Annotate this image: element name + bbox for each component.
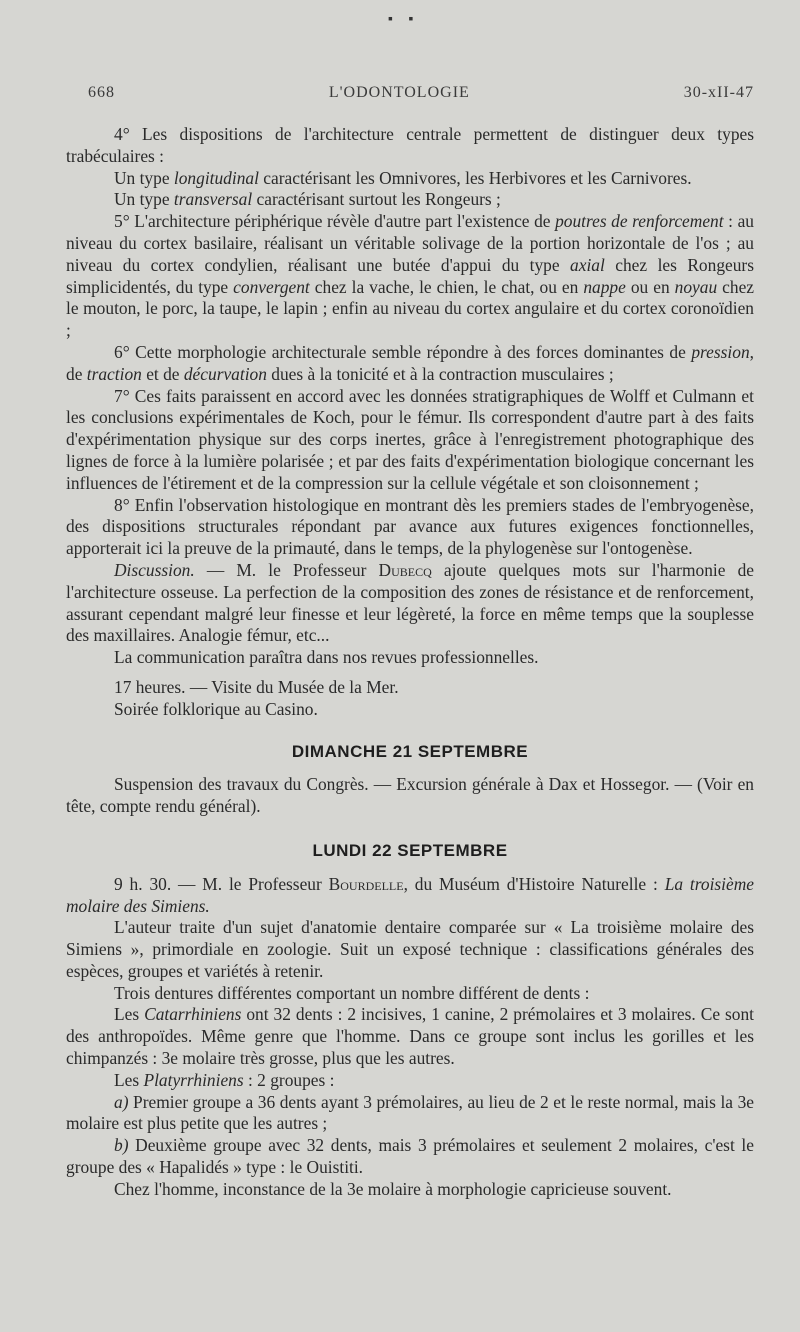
article-body — [66, 124, 754, 1201]
list-item: b) Deuxième groupe avec 32 dents, mais 3 prémolaires et seulement 2 molaires, c'est le groupe des « Hapalidés » type : le Ouistiti. — [66, 1135, 754, 1178]
paragraph: Les Platyrrhiniens : 2 groupes : — [114, 1069, 335, 1090]
list-item: a) Premier groupe a 36 dents ayant 3 prémolaires, au lieu de 2 et le reste normal, mais la 3e molaire est plus petite que les autres ; — [66, 1091, 754, 1134]
paragraph: 17 heures. — Visite du Musée de la Mer. — [114, 676, 399, 697]
paragraph: Les Catarrhiniens ont 32 dents : 2 incisives, 1 canine, 2 prémolaires et 3 molaires. Ce sont des anthropoïdes. Même genre que l'homme. Dans ce groupe sont inclus les gorilles et les chimpanzés : 3e molaire très grosse, plus que les autres. — [66, 1004, 754, 1069]
discussion-paragraph: Discussion. — M. le Professeur Dubecq ajoute quelques mots sur l'harmonie de l'architecture osseuse. La perfection de la composition des zones de résistance et de renforcement, assurant cependant malgré leur finesse et leur légèreté, la force en même temps que la souplesse des maxillaires. Analogie fémur, etc... — [66, 559, 754, 646]
section-heading: LUNDI 22 SEPTEMBRE — [312, 840, 508, 860]
paragraph: Soirée folklorique au Casino. — [114, 698, 318, 719]
paragraph: Un type longitudinal caractérisant les Omnivores, les Herbivores et les Carnivores. — [114, 167, 692, 188]
paragraph: 8° Enfin l'observation histologique en montrant dès les premiers stades de l'embryogenèse, des dispositions structurales répondant par avance aux futures exigences fonctionnelles, apporterait ici la preuve de la primauté, dans le temps, de la phylogenèse sur l'ontogenèse. — [66, 494, 754, 559]
paragraph: 6° Cette morphologie architecturale semble répondre à des forces dominantes de pression, de traction et de décurvation dues à la tonicité et à la contraction musculaires ; — [66, 341, 754, 384]
journal-title: L'ODONTOLOGIE — [328, 84, 470, 101]
paragraph: La communication paraîtra dans nos revues professionnelles. — [114, 647, 539, 668]
running-header — [88, 84, 754, 102]
paragraph: Suspension des travaux du Congrès. — Excursion générale à Dax et Hossegor. — (Voir en tête, compte rendu général). — [66, 774, 754, 817]
paragraph: 9 h. 30. — M. le Professeur Bourdelle, du Muséum d'Histoire Naturelle : La troisième molaire des Simiens. — [66, 873, 755, 916]
paragraph: 4° Les dispositions de l'architecture centrale permettent de distinguer deux types trabéculaires : — [66, 124, 754, 166]
paragraph: Un type transversal caractérisant surtout les Rongeurs ; — [114, 189, 501, 210]
paragraph: Chez l'homme, inconstance de la 3e molaire à morphologie capricieuse souvent. — [114, 1178, 672, 1199]
paragraph: L'auteur traite d'un sujet d'anatomie dentaire comparée sur « La troisième molaire des Simiens », primordiale en zoologie. Suit un exposé technique : classifications générales des espèces, groupes et variétés à retenir. — [66, 917, 754, 981]
printer-mark: ▪ ▪ — [388, 12, 420, 27]
section-heading: DIMANCHE 21 SEPTEMBRE — [291, 741, 529, 761]
paragraph: 5° L'architecture périphérique révèle d'autre part l'existence de poutres de renforcement : au niveau du cortex basilaire, réalisant un véritable solivage de la portion horizontale de l'os ; au niveau du cortex condylien, réalisant une butée d'appui du type axial chez les Rongeurs simplicidentés, du type convergent chez la vache, le chien, le chat, ou en nappe ou en noyau chez le mouton, le porc, la taupe, le lapin ; enfin au niveau du cortex angulaire et du cortex coronoïdien ; — [66, 211, 755, 341]
page-number: 668 — [88, 84, 115, 101]
paragraph: 7° Ces faits paraissent en accord avec les données stratigraphiques de Wolff et Culmann et les conclusions expérimentales de Koch, pour le fémur. Ils correspondent d'autre part à des faits d'expérimentation physique sur des corps inertes, grâce à l'enregistrement photographique des lignes de force à la lumière polarisée ; et par des faits d'expérimentation biologique concernant les influences de l'étirement et de la compression sur la cellule végétale et son cloisonnement ; — [66, 385, 754, 493]
paragraph: Trois dentures différentes comportant un nombre différent de dents : — [114, 982, 590, 1003]
issue-date: 30-xII-47 — [683, 84, 754, 101]
